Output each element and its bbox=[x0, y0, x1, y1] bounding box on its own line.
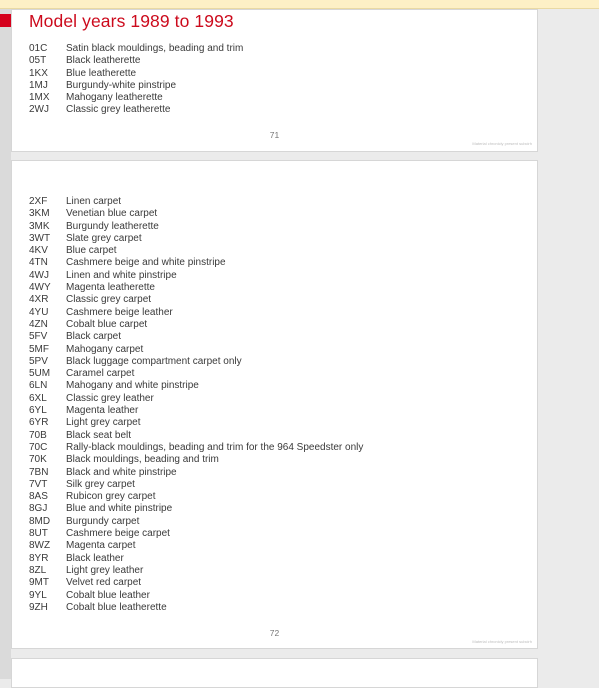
code-row bbox=[29, 540, 363, 552]
option-code: 6XL bbox=[29, 392, 47, 404]
option-description: Magenta leather bbox=[66, 405, 139, 417]
option-code: 70B bbox=[29, 429, 47, 441]
option-code: 70C bbox=[29, 441, 48, 453]
option-code: 4WJ bbox=[29, 269, 49, 281]
code-row bbox=[29, 393, 363, 405]
code-row bbox=[29, 319, 363, 331]
document-page-71 bbox=[11, 9, 538, 152]
document-page-72 bbox=[11, 160, 538, 649]
option-description: Slate grey carpet bbox=[66, 232, 142, 244]
code-row bbox=[29, 430, 363, 442]
option-description: Linen carpet bbox=[66, 196, 122, 207]
option-description: Classic grey leatherette bbox=[66, 104, 171, 116]
code-row bbox=[29, 442, 363, 454]
option-code: 5FV bbox=[29, 331, 48, 343]
option-description: Light grey leather bbox=[66, 564, 144, 576]
code-row bbox=[29, 55, 243, 67]
code-row bbox=[29, 294, 363, 306]
option-code: 9ZH bbox=[29, 601, 48, 613]
option-description: Velvet red carpet bbox=[66, 577, 142, 589]
option-description: Blue and white pinstripe bbox=[66, 503, 173, 515]
option-description: Satin black mouldings, beading and trim bbox=[66, 43, 244, 54]
option-description: Burgundy carpet bbox=[66, 515, 140, 527]
option-description: Black luggage compartment carpet only bbox=[66, 355, 242, 367]
code-row bbox=[29, 270, 363, 282]
option-description: Blue carpet bbox=[66, 245, 117, 257]
code-row bbox=[29, 282, 363, 294]
code-row bbox=[29, 331, 363, 343]
option-code: 8WZ bbox=[29, 540, 51, 552]
option-code: 7BN bbox=[29, 466, 49, 478]
code-row bbox=[29, 577, 363, 589]
option-description: Black leather bbox=[66, 552, 124, 564]
option-code: 05T bbox=[29, 55, 47, 67]
option-code: 6YL bbox=[29, 405, 47, 417]
code-row bbox=[29, 417, 363, 429]
option-description: Linen and white pinstripe bbox=[66, 269, 177, 281]
option-code: 8UT bbox=[29, 528, 48, 540]
page-number: 72 bbox=[269, 628, 280, 638]
option-code: 9MT bbox=[29, 577, 49, 589]
code-row bbox=[29, 221, 363, 233]
code-row bbox=[29, 356, 363, 368]
page-number: 71 bbox=[269, 130, 280, 140]
option-code: 6YR bbox=[29, 417, 49, 429]
option-code: 1MJ bbox=[29, 79, 48, 91]
option-code: 2XF bbox=[29, 196, 48, 207]
option-description: Black leatherette bbox=[66, 55, 141, 67]
page-watermark: Material chronicly present subcirh bbox=[472, 141, 532, 146]
option-description: Classic grey carpet bbox=[66, 294, 152, 306]
option-description: Caramel carpet bbox=[66, 368, 135, 380]
option-code: 3KM bbox=[29, 208, 50, 220]
option-code: 1MX bbox=[29, 92, 50, 104]
option-code: 5MF bbox=[29, 343, 49, 355]
code-row bbox=[29, 257, 363, 269]
code-row bbox=[29, 590, 363, 602]
document-page-73 bbox=[11, 658, 538, 688]
option-description: Black mouldings, beading and trim bbox=[66, 454, 219, 466]
viewer-left-gutter bbox=[0, 9, 11, 679]
option-description: Cashmere beige and white pinstripe bbox=[66, 257, 226, 269]
option-code: 9YL bbox=[29, 589, 47, 601]
option-code: 4WY bbox=[29, 282, 51, 294]
option-description: Black seat belt bbox=[66, 429, 132, 441]
option-description: Cashmere beige carpet bbox=[66, 528, 170, 540]
trim-code-list bbox=[29, 43, 243, 117]
option-description: Cobalt blue leatherette bbox=[66, 601, 167, 613]
code-row bbox=[29, 528, 363, 540]
code-row bbox=[29, 104, 243, 116]
option-description: Classic grey leather bbox=[66, 392, 154, 404]
option-code: 8YR bbox=[29, 552, 49, 564]
option-description: Venetian blue carpet bbox=[66, 208, 158, 220]
option-code: 8MD bbox=[29, 515, 51, 527]
code-row bbox=[29, 380, 363, 392]
option-code: 4YU bbox=[29, 306, 49, 318]
code-row bbox=[29, 43, 243, 55]
option-description: Rally-black mouldings, beading and trim for the 964 Speedster only bbox=[66, 441, 364, 453]
option-code: 3WT bbox=[29, 232, 51, 244]
option-description: Light grey carpet bbox=[66, 417, 141, 429]
code-row bbox=[29, 368, 363, 380]
option-description: Mahogany and white pinstripe bbox=[66, 380, 199, 392]
code-row bbox=[29, 491, 363, 503]
option-code: 70K bbox=[29, 454, 47, 466]
code-row bbox=[29, 602, 363, 614]
code-row bbox=[29, 503, 363, 515]
option-description: Rubicon grey carpet bbox=[66, 491, 156, 503]
option-code: 5PV bbox=[29, 355, 48, 367]
section-marker bbox=[0, 14, 11, 27]
page-watermark: Material chronicly present subcirh bbox=[472, 639, 532, 644]
code-row bbox=[29, 68, 243, 80]
option-description: Black and white pinstripe bbox=[66, 466, 177, 478]
notification-bar bbox=[0, 0, 599, 9]
code-row bbox=[29, 245, 363, 257]
option-code: 8GJ bbox=[29, 503, 48, 515]
option-description: Mahogany leatherette bbox=[66, 92, 163, 104]
option-description: Magenta leatherette bbox=[66, 282, 155, 294]
option-description: Cobalt blue carpet bbox=[66, 318, 148, 330]
code-row bbox=[29, 233, 363, 245]
code-row bbox=[29, 565, 363, 577]
option-code: 8AS bbox=[29, 491, 48, 503]
code-row bbox=[29, 92, 243, 104]
code-row bbox=[29, 479, 363, 491]
option-code: 8ZL bbox=[29, 564, 47, 576]
code-row bbox=[29, 405, 363, 417]
option-code: 4KV bbox=[29, 245, 48, 257]
option-code: 4XR bbox=[29, 294, 49, 306]
option-code: 4ZN bbox=[29, 318, 48, 330]
option-code: 7VT bbox=[29, 478, 48, 490]
option-code: 1KX bbox=[29, 67, 48, 79]
code-row bbox=[29, 344, 363, 356]
option-description: Black carpet bbox=[66, 331, 122, 343]
option-description: Blue leatherette bbox=[66, 67, 137, 79]
code-row bbox=[29, 307, 363, 319]
option-code: 01C bbox=[29, 43, 48, 54]
option-code: 2WJ bbox=[29, 104, 49, 116]
code-row bbox=[29, 80, 243, 92]
option-description: Cashmere beige leather bbox=[66, 306, 173, 318]
option-description: Magenta carpet bbox=[66, 540, 136, 552]
code-row bbox=[29, 467, 363, 479]
trim-code-list bbox=[29, 196, 363, 614]
option-description: Mahogany carpet bbox=[66, 343, 144, 355]
option-code: 6LN bbox=[29, 380, 48, 392]
option-code: 3MK bbox=[29, 220, 50, 232]
option-code: 4TN bbox=[29, 257, 48, 269]
page-heading: Model years 1989 to 1993 bbox=[29, 11, 234, 31]
option-code: 5UM bbox=[29, 368, 51, 380]
code-row bbox=[29, 454, 363, 466]
option-description: Burgundy leatherette bbox=[66, 220, 159, 232]
code-row bbox=[29, 553, 363, 565]
option-description: Silk grey carpet bbox=[66, 478, 135, 490]
option-description: Cobalt blue leather bbox=[66, 589, 150, 601]
code-row bbox=[29, 208, 363, 220]
code-row bbox=[29, 196, 363, 208]
option-description: Burgundy-white pinstripe bbox=[66, 79, 177, 91]
code-row bbox=[29, 516, 363, 528]
